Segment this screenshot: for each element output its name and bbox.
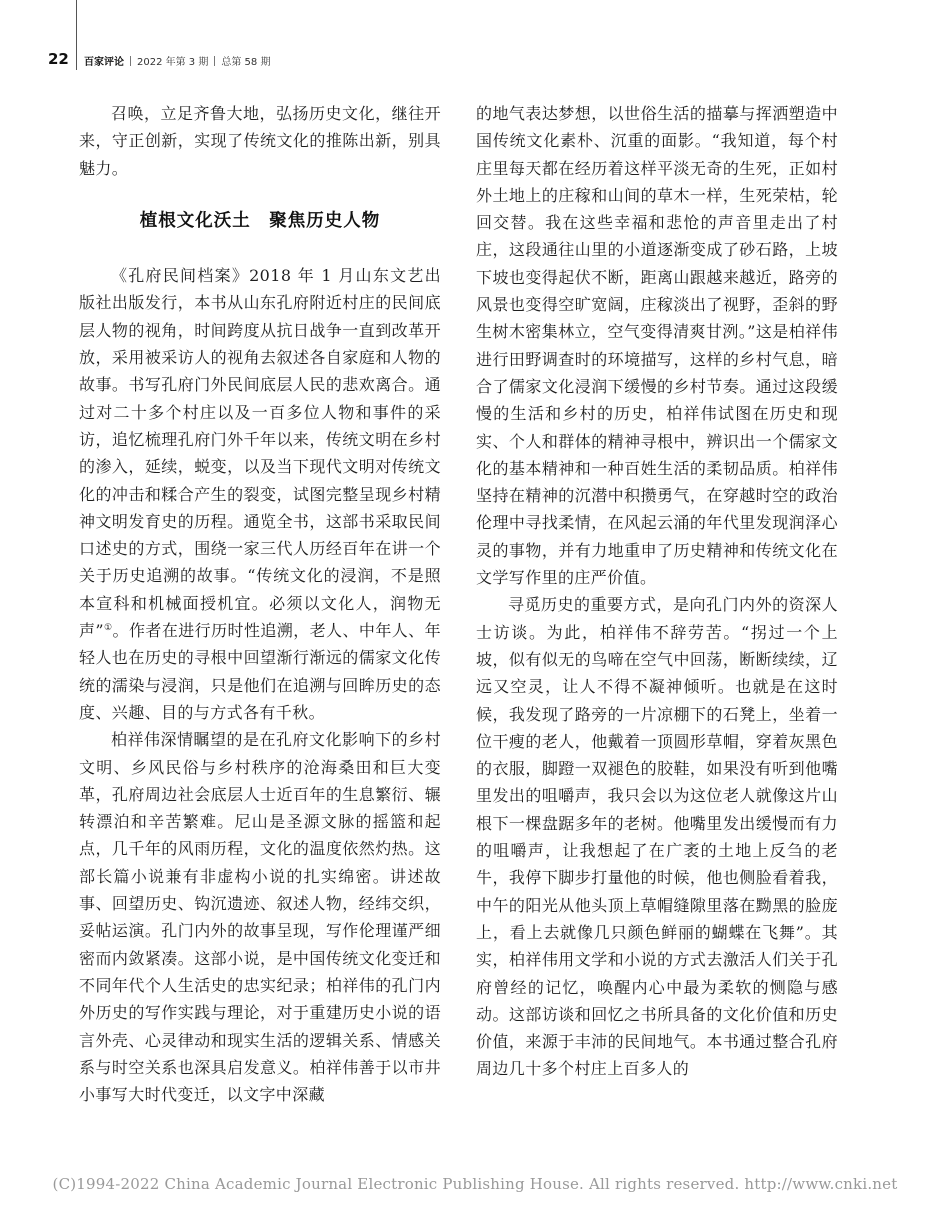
section-heading: 植根文化沃土 聚焦历史人物 <box>139 210 381 231</box>
header-divider <box>76 0 77 70</box>
paragraph: 的地气表达梦想，以世俗生活的描摹与挥洒塑造中国传统文化素朴、沉重的面影。“我知道，每个村庄里每天都在经历着这样平淡无奇的生死，正如村外土地上的庄稼和山间的草木一样，生死荣枯，轮回交替。我在这些幸福和悲怆的声音里走出了村庄，这段通往山里的小道逐渐变成了砂石路，上坡下坡也变得起伏不断，距离山跟越来越近，路旁的风景也变得空旷宽阔，庄稼淡出了视野，歪斜的野生树木密集林立，空气变得清爽甘洌。”这是柏祥伟进行田野调查时的环境描写，这样的乡村气息，暗合了儒家文化浸润下缓慢的乡村节奏。通过这段缓慢的生活和乡村的历史，柏祥伟试图在历史和现实、个人和群体的精神寻根中，辨识出一个儒家文化的基本精神和一种百姓生活的柔韧品质。柏祥伟坚持在精神的沉潜中积攒勇气，在穿越时空的政治伦理中寻找柔情，在风起云涌的年代里发现润泽心灵的事物，并有力地重申了历史精神和传统文化在文学写作里的庄严价值。 <box>476 104 838 588</box>
page-header <box>0 0 950 80</box>
total-issue-label: 总第 58 期 <box>221 57 271 68</box>
right-column <box>476 100 838 1083</box>
paragraph: 寻觅历史的重要方式，是向孔门内外的资深人士访谈。为此，柏祥伟不辞劳苦。“拐过一个上坡，似有似无的鸟啼在空气中回荡，断断续续，辽远又空灵，让人不得不凝神倾听。也就是在这时候，我发现了路旁的一片凉棚下的石凳上，坐着一位干瘦的老人，他戴着一顶圆形草帽，穿着灰黑色的衣服，脚蹬一双褪色的胶鞋，如果没有听到他嘴里发出的咀嚼声，我只会以为这位老人就像这片山根下一棵盘踞多年的老树。他嘴里发出缓慢而有力的咀嚼声，让我想起了在广袤的土地上反刍的老牛，我停下脚步打量他的时候，他也侧脸看着我，中午的阳光从他头顶上草帽缝隙里落在黝黑的脸庞上，看上去就像几只颜色鲜丽的蝴蝶在飞舞”。其实，柏祥伟用文学和小说的方式去激活人们关于孔府曾经的记忆，唤醒内心中最为柔软的恻隐与感动。这部访谈和回忆之书所具备的文化价值和历史价值，来源于丰沛的民间地气。本书通过整合孔府周边几十多个村庄上百多人的 <box>476 595 838 1079</box>
paragraph-text: 《孔府民间档案》2018 年 1 月山东文艺出版社出版发行，本书从山东孔府附近村庄的民间底层人物的视角，时间跨度从抗日战争一直到改革开放，采用被采访人的视角去叙述各自家庭和人物的故事。书写孔府门外民间底层人民的悲欢离合。通过对二十多个村庄以及一百多位人物和事件的采访，追忆梳理孔府门外千年以来，传统文明在乡村的渗入，延续，蜕变，以及当下现代文明对传统文化的冲击和糅合产生的裂变，试图完整呈现乡村精神文明发育史的历程。通览全书，这部书采取民间口述史的方式，围绕一家三代人历经百年在讲一个关于历史追溯的故事。“传统文化的浸润，不是照本宣科和机械面授机宜。必须以文化人，润物无声” <box>79 266 441 641</box>
header-separator <box>214 56 215 66</box>
paragraph: 召唤，立足齐鲁大地，弘扬历史文化，继往开来，守正创新，实现了传统文化的推陈出新，别具魅力。 <box>79 104 441 178</box>
copyright-footer: (C)1994-2022 China Academic Journal Electronic Publishing House. All rights reserved. http://www.cnki.net <box>52 1175 898 1193</box>
paragraph-text: 。作者在进行历时性追溯，老人、中年人、年轻人也在历史的寻根中回望渐行渐远的儒家文化传统的濡染与浸润，只是他们在追溯与回眸历史的态度、兴趣、目的与方式各有千秋。 <box>79 621 442 722</box>
left-column <box>79 100 441 1108</box>
header-separator <box>130 56 131 66</box>
journal-info <box>84 53 270 68</box>
paragraph <box>79 262 441 726</box>
footnote-marker[interactable]: ① <box>104 623 113 634</box>
issue-label: 2022 年第 3 期 <box>137 57 209 68</box>
paragraph: 柏祥伟深情瞩望的是在孔府文化影响下的乡村文明、乡风民俗与乡村秩序的沧海桑田和巨大变革，孔府周边社会底层人士近百年的生息繁衍、辗转漂泊和辛苦繁难。尼山是圣源文脉的摇篮和起点，几千年的风雨历程，文化的温度依然灼热。这部长篇小说兼有非虚构小说的扎实绵密。讲述故事、回望历史、钩沉遗迹、叙述人物，经纬交织，妥帖运演。孔门内外的故事呈现，写作伦理谨严细密而内敛紧凑。这部小说，是中国传统文化变迁和不同年代个人生活史的忠实纪录；柏祥伟的孔门内外历史的写作实践与理论，对于重建历史小说的语言外壳、心灵律动和现实生活的逻辑关系、情感关系与时空关系也深具启发意义。柏祥伟善于以市井小事写大时代变迁，以文字中深藏 <box>79 730 441 1105</box>
page-number: 22 <box>48 50 69 68</box>
journal-name: 百家评论 <box>84 57 124 68</box>
